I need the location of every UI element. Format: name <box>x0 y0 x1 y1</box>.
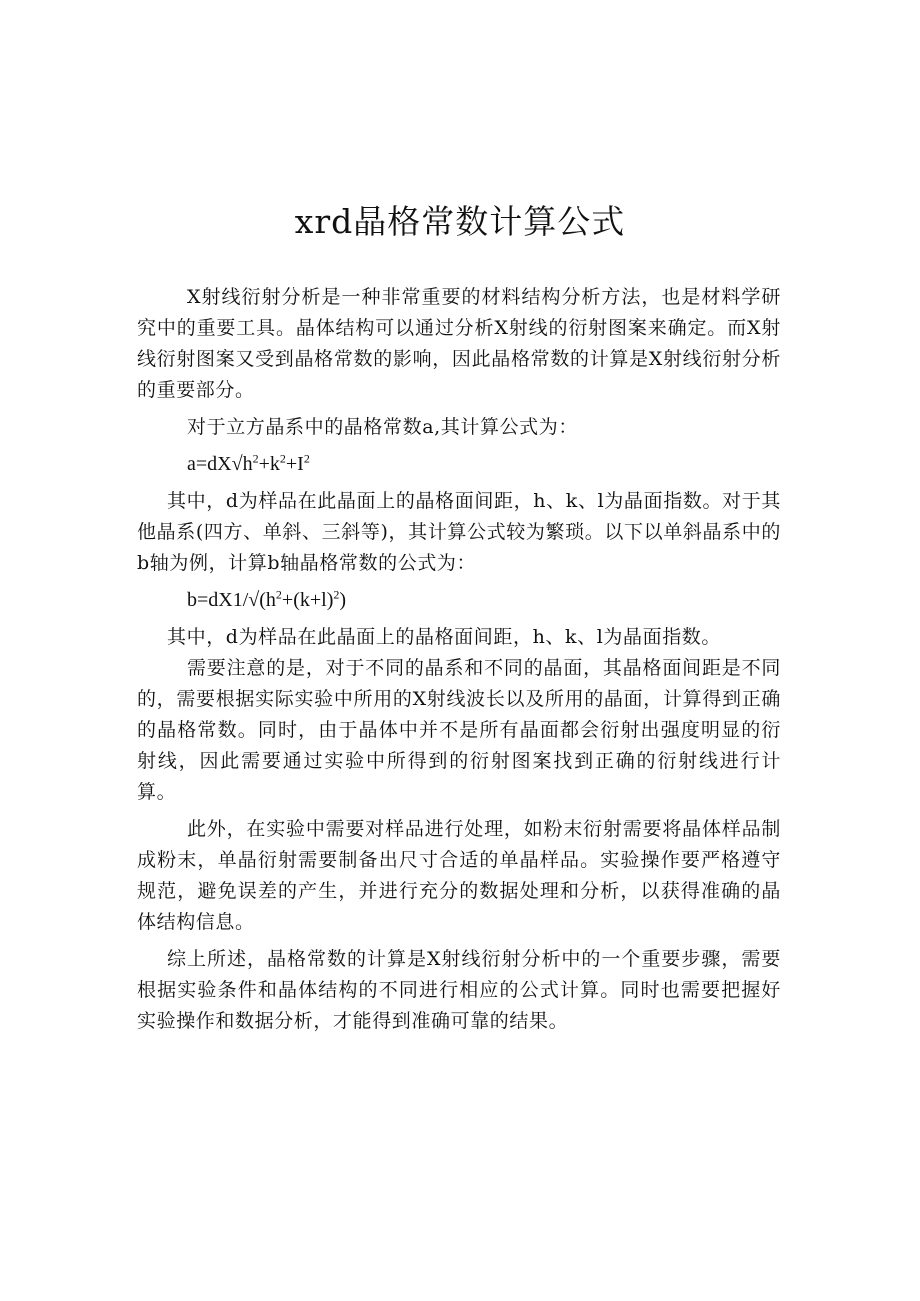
formula-monoclinic-exp-2: 2 <box>333 587 340 602</box>
formula-cubic-mid-1: +k <box>258 453 280 475</box>
formula-monoclinic-exp-1: 2 <box>275 587 282 602</box>
paragraph-intro: X射线衍射分析是一种非常重要的材料结构分析方法，也是材料学研究中的重要工具。晶体结构可以通过分析X射线的衍射图案来确定。而X射线衍射图案又受到晶格常数的影响，因此晶格常数的计算是X射线衍射分析的重要部分。 <box>137 286 781 401</box>
paragraph-where-note: 其中，d为样品在此晶面上的晶格面间距，h、k、l为晶面指数。 <box>167 626 721 648</box>
paragraph-cubic-formula-intro: 对于立方晶系中的晶格常数a,其计算公式为： <box>187 416 578 438</box>
formula-cubic-exp-3: 2 <box>303 451 310 466</box>
formula-monoclinic-lhs: b=dX1/√(h <box>187 589 276 611</box>
formula-cubic <box>137 449 781 480</box>
paragraph-sample-prep: 此外，在实验中需要对样品进行处理，如粉末衍射需要将晶体样品制成粉末，单晶衍射需要制备出尺寸合适的单晶样品。实验操作要严格遵守规范，避免误差的产生，并进行充分的数据处理和分析，以获得准确的晶体结构信息。 <box>137 818 781 933</box>
formula-cubic-exp-1: 2 <box>252 451 259 466</box>
formula-cubic-lhs: a=dX√h <box>187 453 253 475</box>
formula-monoclinic-end: ) <box>339 589 347 611</box>
document-body <box>137 282 781 1037</box>
paragraph-notice: 需要注意的是，对于不同的晶系和不同的晶面，其晶格面间距是不同的，需要根据实际实验中所用的X射线波长以及所用的晶面，计算得到正确的晶格常数。同时，由于晶体中并不是所有晶面都会衍射出强度明显的衍射线，因此需要通过实验中所得到的衍射图案找到正确的衍射线进行计算。 <box>137 657 781 803</box>
formula-cubic-mid-2: +I <box>285 453 304 475</box>
formula-monoclinic <box>137 585 781 616</box>
formula-monoclinic-mid-1: +(k+l) <box>281 589 334 611</box>
formula-cubic-exp-2: 2 <box>279 451 286 466</box>
document-title: xrd晶格常数计算公式 <box>294 202 626 241</box>
paragraph-monoclinic-intro: 其中，d为样品在此晶面上的晶格面间距，h、k、l为晶面指数。对于其他晶系(四方、单斜、三斜等)，其计算公式较为繁琐。以下以单斜晶系中的b轴为例，计算b轴晶格常数的公式为： <box>137 490 781 574</box>
paragraph-conclusion: 综上所述，晶格常数的计算是X射线衍射分析中的一个重要步骤，需要根据实验条件和晶体结构的不同进行相应的公式计算。同时也需要把握好实验操作和数据分析，才能得到准确可靠的结果。 <box>137 948 781 1032</box>
